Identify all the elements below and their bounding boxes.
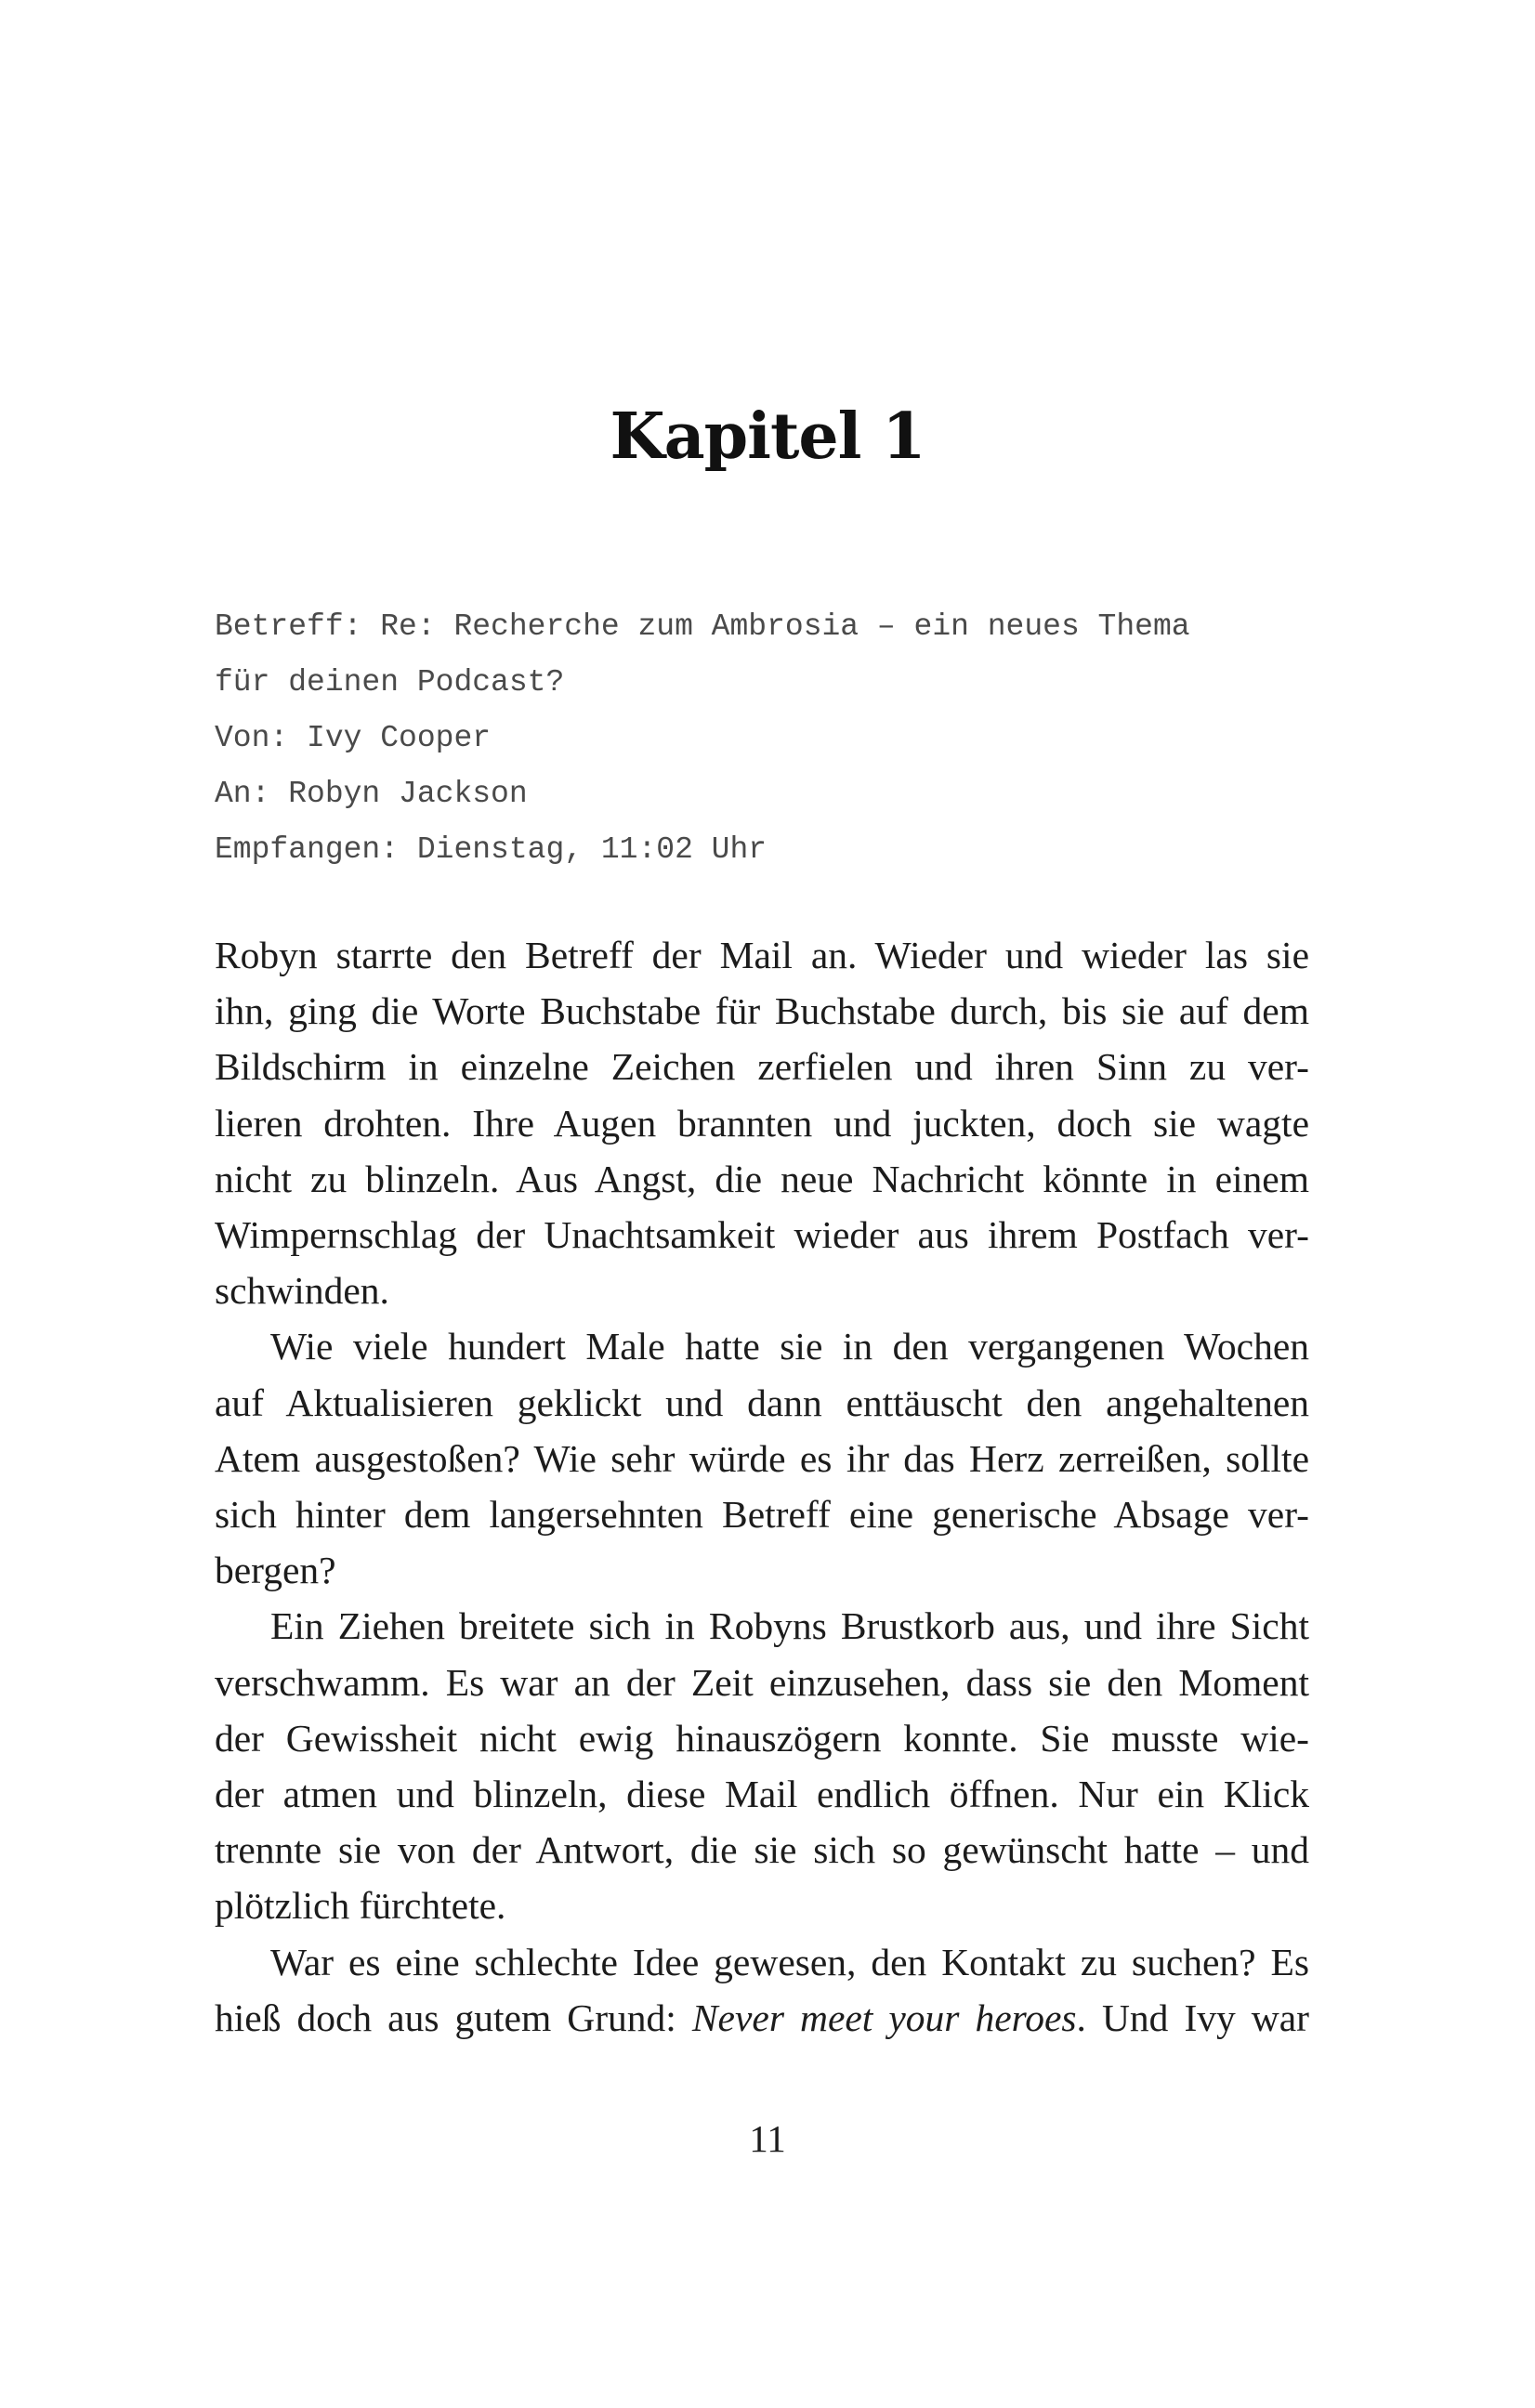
email-subject-line-1: Betreff: Re: Recherche zum Ambrosia – ein neues Thema bbox=[215, 609, 1190, 644]
body-text bbox=[215, 927, 1309, 2046]
email-received: Empfangen: Dienstag, 11:02 Uhr bbox=[215, 832, 768, 867]
text-line: Wie viele hundert Male hatte sie in den vergangenen Wochen bbox=[270, 1325, 1309, 1368]
italic-phrase: Never meet your heroes bbox=[691, 1996, 1077, 2039]
text-line: sich hinter dem langersehnten Betreff eine generische Absage ver- bbox=[215, 1493, 1309, 1537]
text-segment: . Und Ivy war bbox=[1076, 1996, 1309, 2039]
text-line: Bildschirm in einzelne Zeichen zerfielen und ihren Sinn zu ver- bbox=[215, 1045, 1309, 1089]
email-header bbox=[215, 599, 1330, 878]
paragraph-2 bbox=[215, 1318, 1309, 1598]
text-line: verschwamm. Es war an der Zeit einzusehen, dass sie den Moment bbox=[215, 1660, 1309, 1704]
text-line: bergen? bbox=[215, 1549, 336, 1592]
text-line: der Gewissheit nicht ewig hinauszögern konnte. Sie musste wie- bbox=[215, 1716, 1309, 1760]
paragraph-4 bbox=[215, 1934, 1309, 2046]
email-subject-line-2: für deinen Podcast? bbox=[215, 665, 565, 700]
paragraph-1 bbox=[215, 927, 1309, 1318]
text-line-mixed bbox=[215, 1990, 1309, 2046]
page-number: 11 bbox=[749, 2117, 786, 2160]
text-line: plötzlich fürchtete. bbox=[215, 1884, 506, 1928]
text-line: Ein Ziehen breitete sich in Robyns Brustkorb aus, und ihre Sicht bbox=[270, 1604, 1309, 1648]
text-line: auf Aktualisieren geklickt und dann enttäuscht den angehaltenen bbox=[215, 1381, 1309, 1424]
text-line: Wimpernschlag der Unachtsamkeit wieder aus ihrem Postfach ver- bbox=[215, 1213, 1309, 1257]
text-line: War es eine schlechte Idee gewesen, den Kontakt zu suchen? Es bbox=[270, 1940, 1309, 1983]
text-line: nicht zu blinzeln. Aus Angst, die neue Nachricht könnte in einem bbox=[215, 1157, 1309, 1200]
paragraph-3 bbox=[215, 1598, 1309, 1933]
text-line: Robyn starrte den Betreff der Mail an. Wieder und wieder las sie bbox=[215, 934, 1309, 976]
email-to: An: Robyn Jackson bbox=[215, 777, 528, 811]
text-line: schwinden. bbox=[215, 1269, 389, 1313]
text-line: trennte sie von der Antwort, die sie sich so gewünscht hatte – und bbox=[215, 1828, 1309, 1872]
text-line: Atem ausgestoßen? Wie sehr würde es ihr das Herz zerreißen, sollte bbox=[215, 1436, 1309, 1480]
text-line: ihn, ging die Worte Buchstabe für Buchstabe durch, bis sie auf dem bbox=[215, 989, 1309, 1033]
chapter-title: Kapitel 1 bbox=[610, 399, 925, 474]
text-segment: hieß doch aus gutem Grund: bbox=[215, 1996, 692, 2039]
text-line: der atmen und blinzeln, diese Mail endlich öffnen. Nur ein Klick bbox=[215, 1773, 1309, 1816]
text-line: lieren drohten. Ihre Augen brannten und juckten, doch sie wagte bbox=[215, 1101, 1309, 1145]
email-from: Von: Ivy Cooper bbox=[215, 721, 492, 755]
